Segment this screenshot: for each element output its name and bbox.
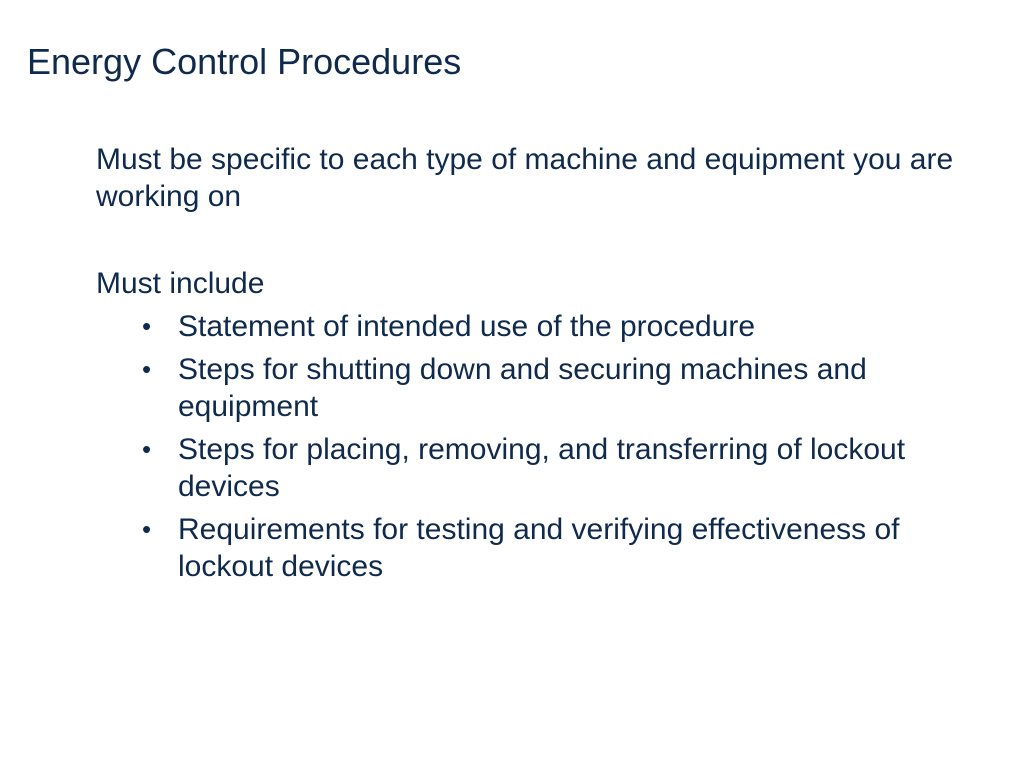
bullet-text: Steps for placing, removing, and transferring of lockout devices — [178, 433, 906, 503]
list-item — [142, 431, 918, 505]
bullet-icon: • — [142, 354, 152, 384]
list-item — [142, 511, 918, 585]
bullet-icon: • — [142, 434, 152, 464]
paragraph-specific: Must be specific to each type of machine and equipment you are working on — [96, 143, 954, 213]
bullet-icon: • — [142, 311, 152, 341]
bullet-text: Requirements for testing and verifying effectiveness of lockout devices — [178, 513, 900, 583]
slide-title: Energy Control Procedures — [27, 41, 462, 82]
list-item — [142, 308, 918, 345]
bullet-text: Statement of intended use of the procedure — [178, 310, 756, 343]
bullet-icon: • — [142, 514, 152, 544]
slide-body — [96, 141, 976, 591]
bullet-text: Steps for shutting down and securing machines and equipment — [178, 353, 867, 423]
paragraph-must-include: Must include — [96, 267, 265, 300]
bullet-list — [96, 308, 976, 585]
list-item — [142, 351, 918, 425]
